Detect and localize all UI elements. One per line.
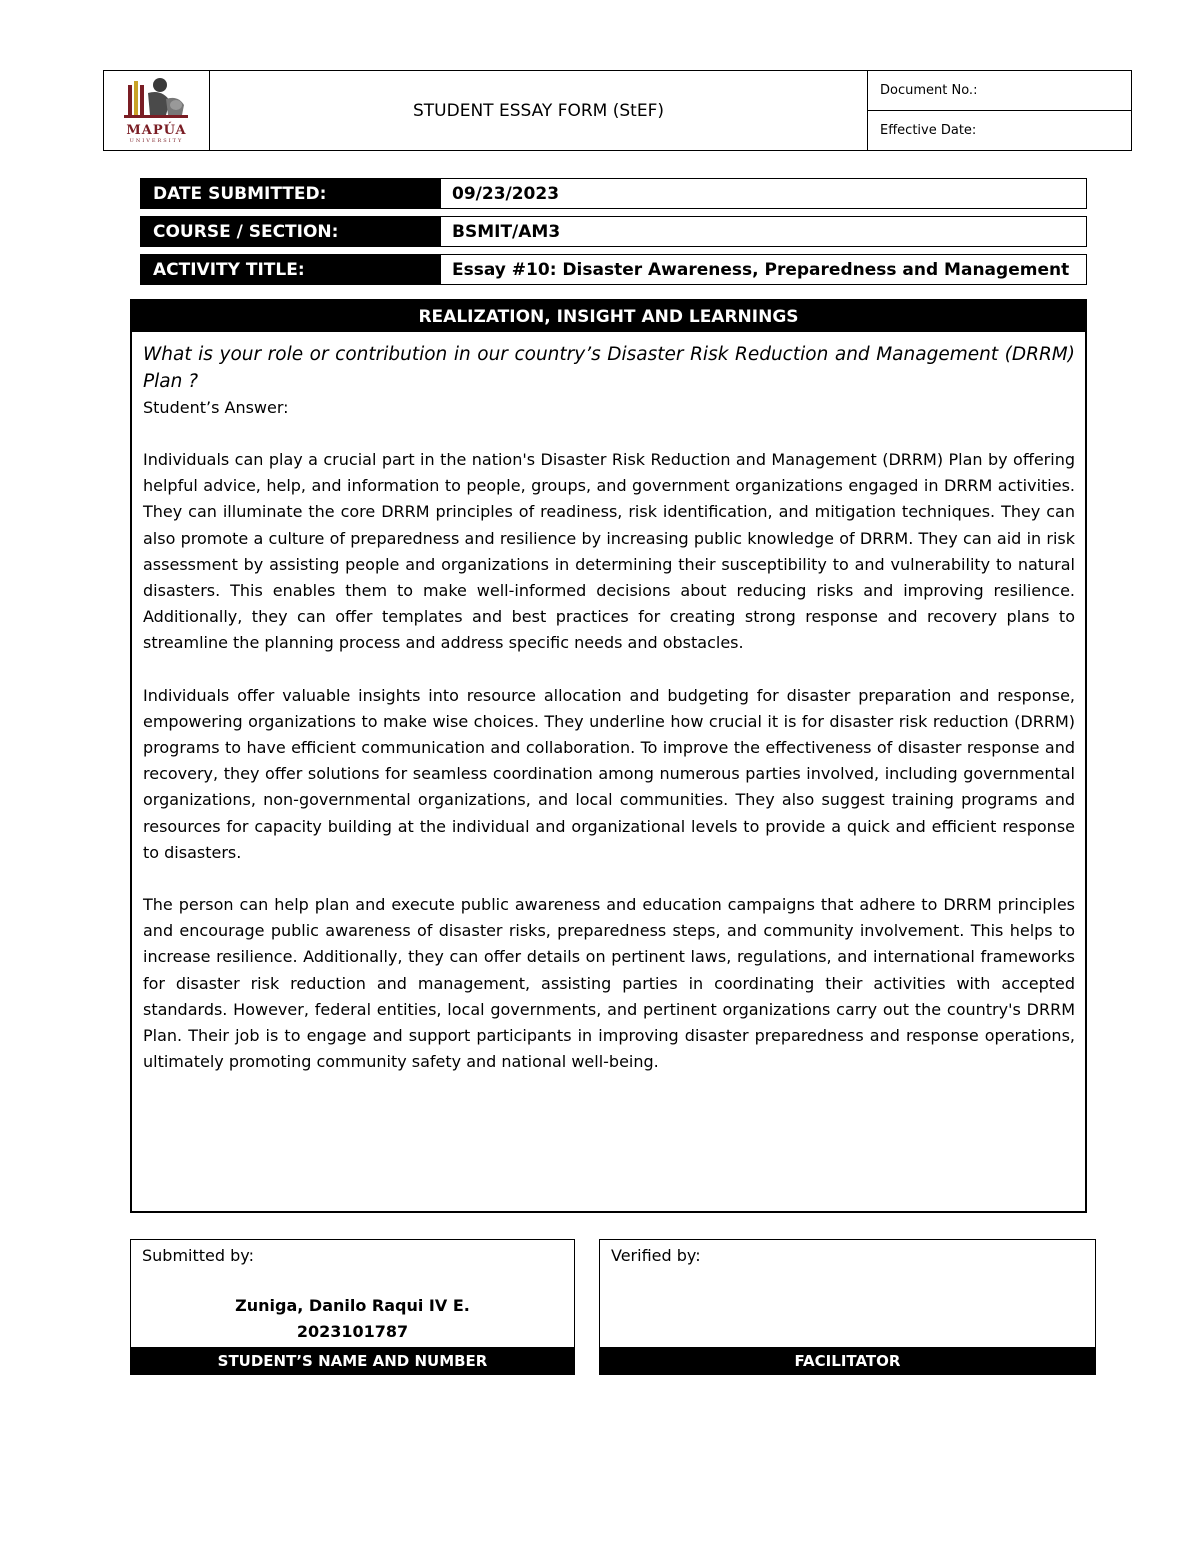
student-name: Zuniga, Danilo Raqui IV E.: [235, 1296, 470, 1315]
date-submitted-label: DATE SUBMITTED:: [141, 179, 440, 208]
section-heading: REALIZATION, INSIGHT AND LEARNINGS: [132, 301, 1085, 332]
verified-by-label: Verified by:: [611, 1246, 701, 1265]
essay-body: [143, 341, 1075, 1101]
activity-title-label: ACTIVITY TITLE:: [141, 255, 440, 284]
effective-date-label: Effective Date:: [880, 122, 977, 138]
form-header: [103, 70, 1132, 151]
form-title: STUDENT ESSAY FORM (StEF): [210, 71, 868, 150]
course-section-label: COURSE / SECTION:: [141, 217, 440, 246]
essay-question: What is your role or contribution in our country’s Disaster Risk Reduction and Management (DRRM) Plan ?: [143, 344, 1075, 392]
document-meta: [868, 71, 1132, 150]
answer-paragraph: Individuals can play a crucial part in the nation's Disaster Risk Reduction and Management (DRRM) Plan by offering helpful advice, help, and information to people, groups, and government organizations engaged in DRRM activities. They can illuminate the core DRRM principles of readiness, risk identification, and mitigation techniques. They can also promote a culture of preparedness and resilience by increasing public knowledge of DRRM. They can aid in risk assessment by assisting people and organizations in determining their susceptibility to and vulnerability to natural disasters. This enables them to make well-informed decisions about reducing risks and improving resilience. Additionally, they can offer templates and best practices for creating strong response and recovery plans to streamline the planning process and address specific needs and obstacles.: [143, 450, 1075, 653]
submitted-by-box: [130, 1239, 575, 1375]
essay-section: [130, 299, 1087, 1213]
activity-title-row: [140, 254, 1087, 285]
logo-subtext: UNIVERSITY: [129, 138, 184, 144]
course-section-value: BSMIT/AM3: [440, 217, 1086, 246]
answer-paragraph: Individuals offer valuable insights into resource allocation and budgeting for disaster preparation and response, empowering organizations to make wise choices. They underline how crucial it is for disaster risk reduction (DRRM) programs to have efficient communication and collaboration. To improve the effectiveness of disaster response and recovery, they offer solutions for seamless coordination among numerous parties involved, including governmental organizations, non-governmental organizations, and local communities. They also suggest training programs and resources for capacity building at the individual and organizational levels to provide a quick and efficient response to disasters.: [143, 685, 1075, 862]
logo-wordmark: MAPÚA: [126, 123, 187, 138]
document-no-label: Document No.:: [868, 71, 1132, 111]
facilitator-caption: FACILITATOR: [600, 1347, 1095, 1374]
submitted-by-label: Submitted by:: [142, 1246, 254, 1265]
date-submitted-value: 09/23/2023: [440, 179, 1086, 208]
date-submitted-row: [140, 178, 1087, 209]
verified-by-box: [599, 1239, 1096, 1375]
answer-paragraph: The person can help plan and execute public awareness and education campaigns that adhere to DRRM principles and encourage public awareness of disaster risks, preparedness steps, and community involvement. This helps to increase resilience. Additionally, they can offer details on pertinent laws, regulations, and international frameworks for disaster risk reduction and management, assisting parties in coordinating their activities with accepted standards. However, federal entities, local governments, and pertinent organizations carry out the country's DRRM Plan. Their job is to engage and support participants in improving disaster preparedness and response operations, ultimately promoting community safety and national well-being.: [143, 895, 1075, 1072]
student-name-number-caption: STUDENT’S NAME AND NUMBER: [131, 1347, 574, 1374]
student-number: 2023101787: [296, 1322, 409, 1341]
logo-cell: [104, 71, 210, 150]
course-section-row: [140, 216, 1087, 247]
answer-label: Student’s Answer:: [143, 398, 289, 417]
activity-title-value: Essay #10: Disaster Awareness, Preparedness and Management: [440, 255, 1086, 284]
